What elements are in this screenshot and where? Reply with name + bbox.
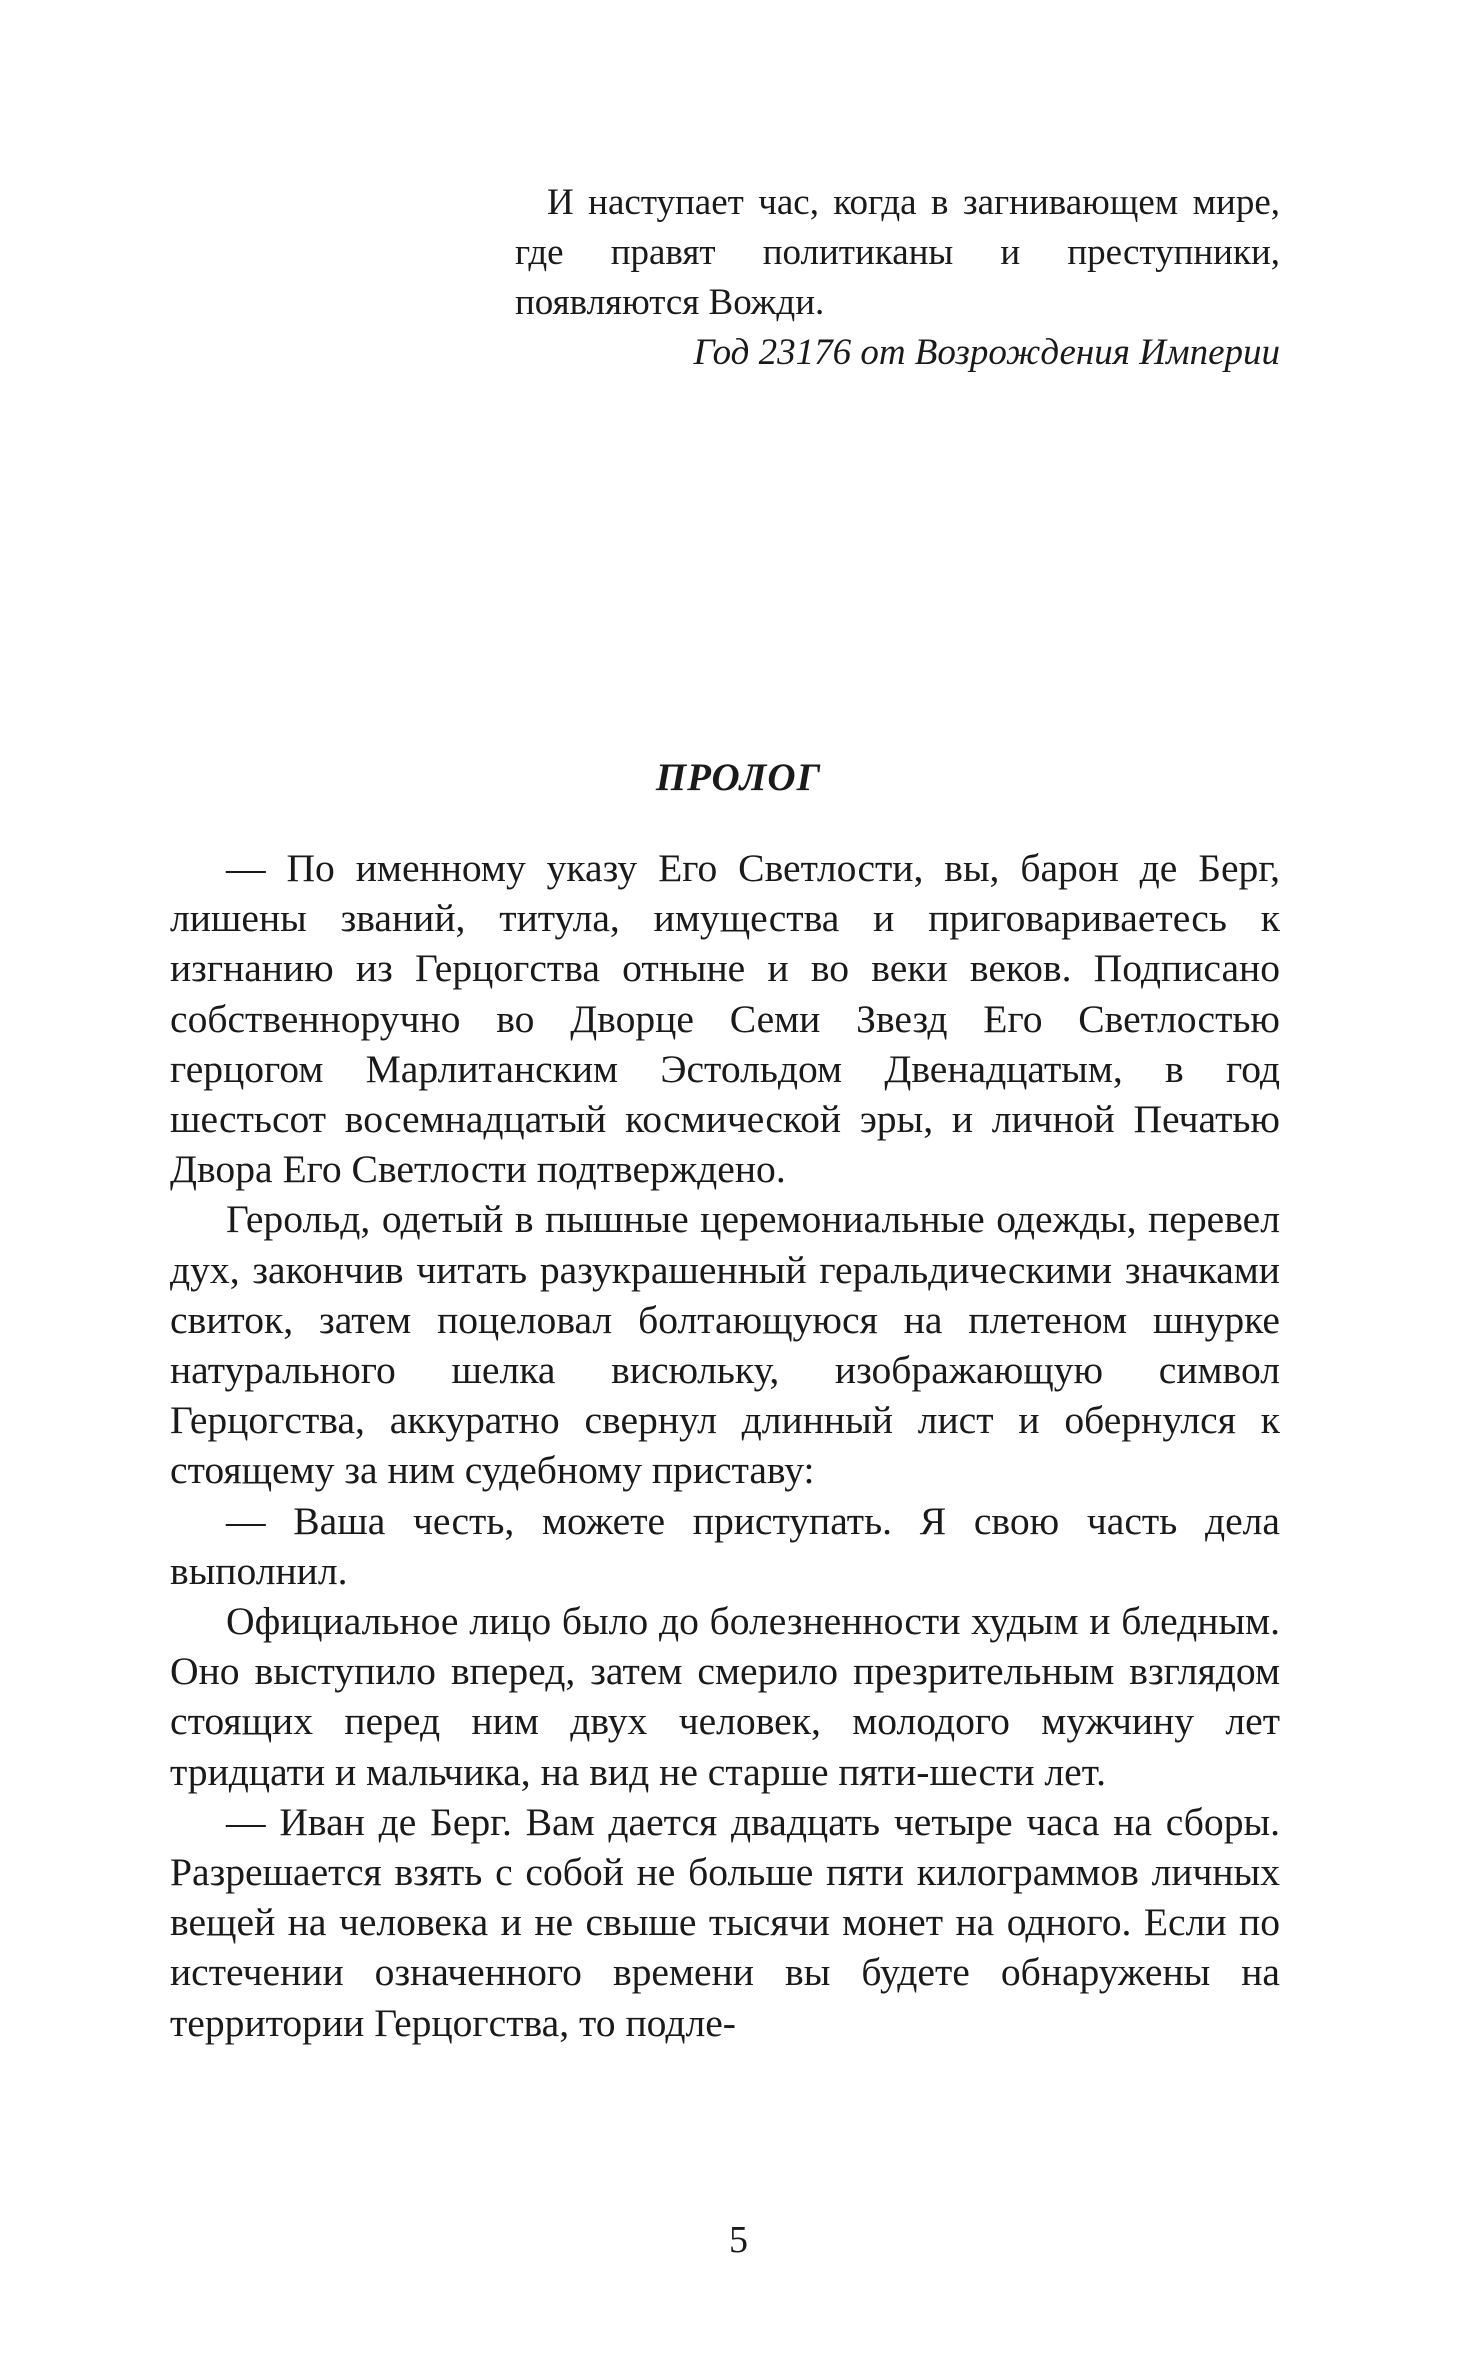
epigraph — [515, 178, 1280, 378]
page-number: 5 — [729, 2219, 748, 2261]
body-text — [170, 843, 1280, 2048]
chapter-title: ПРОЛОГ — [655, 756, 822, 799]
paragraph: — Иван де Берг. Вам дается двадцать четыре часа на сборы. Разрешается взять с собой не больше пяти килограммов личных вещей на человека и не свыше тысячи монет на одного. Если по истечении означенного времени вы будете обнаружены на территории Герцогства, то подле- — [170, 1799, 1280, 2045]
paragraph: — По именному указу Его Светлости, вы, барон де Берг, лишены званий, титула, имущества и приговариваетесь к изгнанию из Герцогства отныне и во веки веков. Подписано собственноручно во Дворце Семи Звезд Его Светлостью герцогом Марлитанским Эстольдом Двенадцатым, в год шестьсот восемнадцатый космической эры, и личной Печатью Двора Его Светлости подтверждено. — [170, 846, 1280, 1192]
paragraph: Герольд, одетый в пышные церемониальные одежды, перевел дух, закончив читать разукрашенный геральдическими значками свиток, затем поцеловал болтающуюся на плетеном шнурке натурального шелка висюльку, изображающую символ Герцогства, аккуратно свернул длинный лист и обернулся к стоящему за ним судебному приставу: — [170, 1197, 1280, 1493]
epigraph-source: Год 23176 от Возрождения Империи — [693, 332, 1280, 373]
paragraph: — Ваша честь, можете приступать. Я свою часть дела выполнил. — [170, 1498, 1280, 1593]
paragraph: Официальное лицо было до болезненности худым и бледным. Оно выступило вперед, затем смерило презрительным взглядом стоящих перед ним двух человек, молодого мужчину лет тридцати и мальчика, на вид не старше пяти-шести лет. — [170, 1599, 1280, 1794]
epigraph-text: И наступает час, когда в загнивающем мире, где правят политиканы и преступники, появляются Вожди. — [515, 182, 1280, 323]
